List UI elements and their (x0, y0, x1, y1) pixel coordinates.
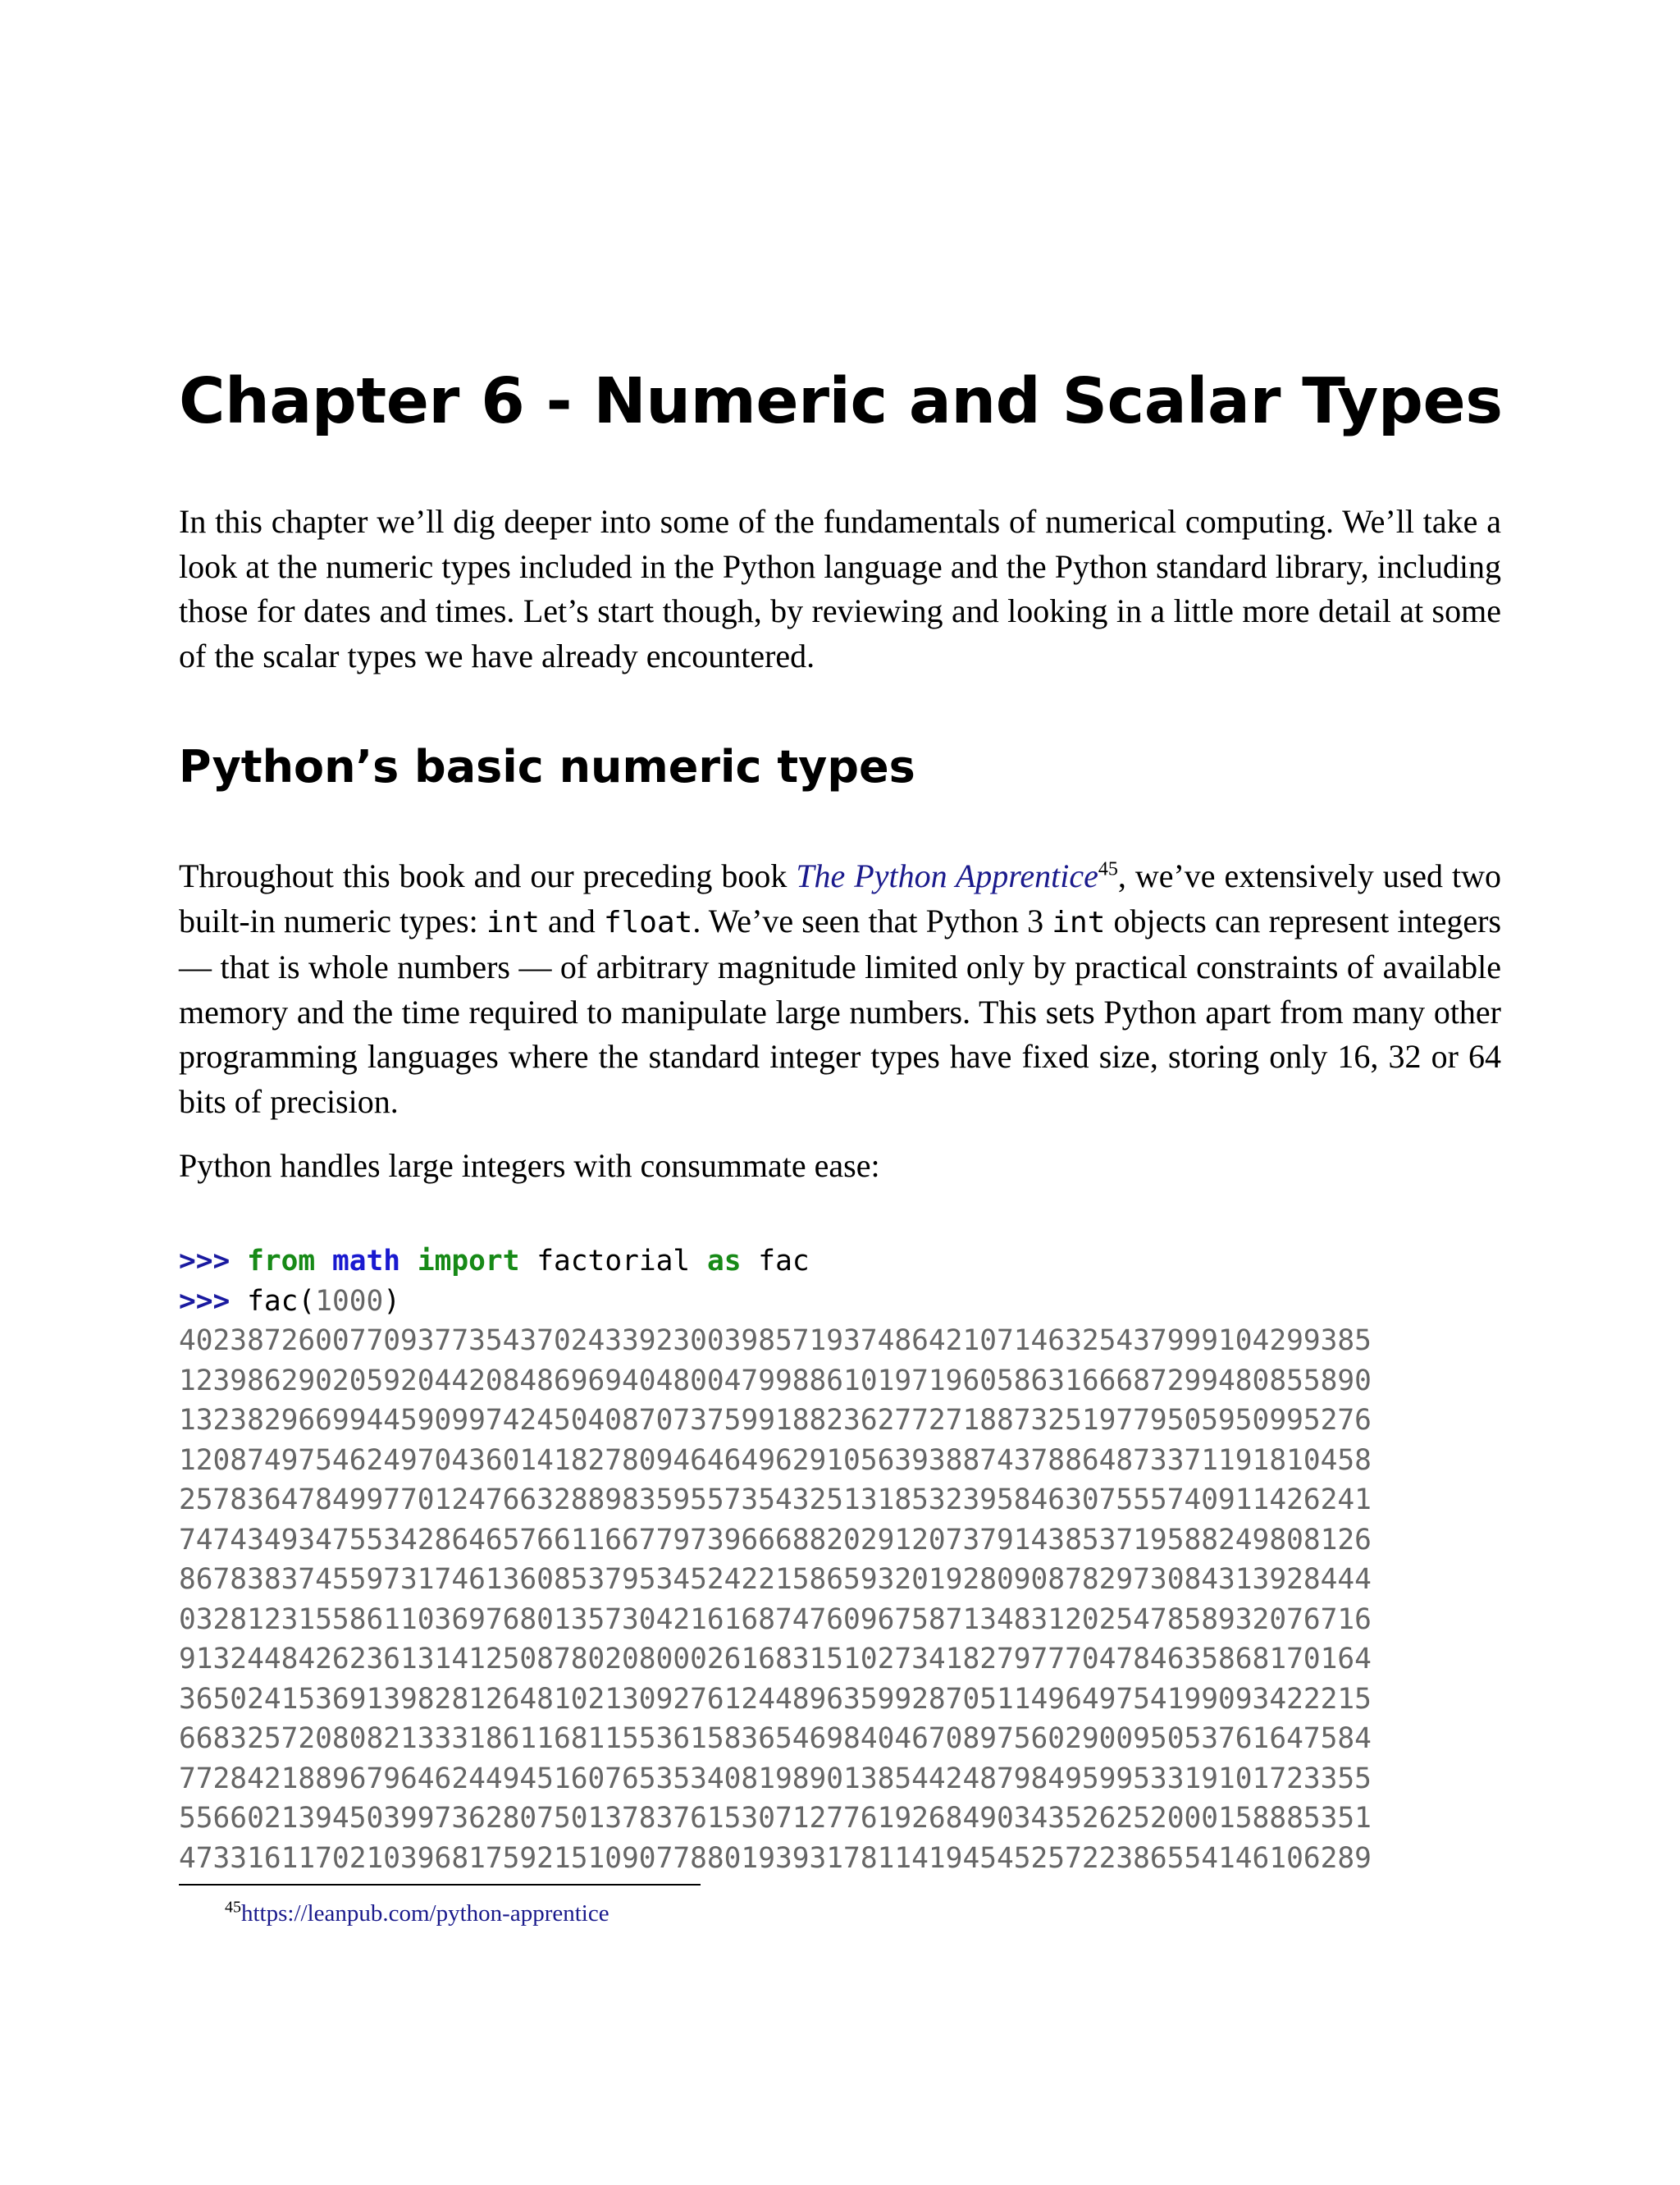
output-line: 1323829669944590997424504087073759918823627727188732519779505950995276 (179, 1404, 1372, 1437)
output-line: 2578364784997701247663288983595573543251318532395846307555740911426241 (179, 1483, 1372, 1516)
footnote (225, 1897, 609, 1930)
footnote-number: 45 (225, 1898, 241, 1917)
body-text-rest: objects can represent integers — that is whole numbers — of arbitrary magnitude limited only by practical constraints of available memory and the time required to manipulate large numbers. This sets Python apart from many other programming languages where the standard integer types have fixed size, storing only 16, 32 or 64 bits of precision. (179, 902, 1502, 1120)
inline-code-int-2: int (1052, 905, 1106, 939)
keyword-import: import (417, 1245, 520, 1278)
python-apprentice-link[interactable]: The Python Apprentice (796, 857, 1098, 894)
output-line: 3650241536913982812648102130927612448963599287051149649754199093422215 (179, 1682, 1372, 1716)
section-title: Python’s basic numeric types (179, 741, 915, 793)
footnote-url-link[interactable]: https://leanpub.com/python-apprentice (241, 1900, 609, 1927)
output-line: 0328123155861103697680135730421616874760967587134831202547858932076716 (179, 1602, 1372, 1636)
footnote-ref[interactable]: 45 (1098, 858, 1118, 880)
inline-code-float: float (603, 905, 693, 939)
intro-paragraph: In this chapter we’ll dig deeper into some of the fundamentals of numerical computing. We’ll take a look at the numeric types included in the Python language and the Python standard library, including those for dates and times. Let’s start though, by reviewing and looking in a little more detail at some of the scalar types we have already encountered. (179, 503, 1501, 674)
call-expression: fac( (247, 1284, 316, 1318)
output-line: 1239862902059204420848696940480047998861019719605863166687299480855890 (179, 1364, 1372, 1397)
footnote-divider (179, 1884, 701, 1886)
body-paragraph-types (179, 854, 1501, 1124)
chapter-title: Chapter 6 - Numeric and Scalar Types (179, 365, 1503, 438)
call-argument: 1000 (315, 1284, 384, 1318)
alias-name: fac (758, 1245, 810, 1278)
repl-prompt: >>> (179, 1245, 231, 1278)
code-listing (179, 1241, 1372, 1878)
body-text-after-link: , we’ve extensively used two built-in numeric types: (179, 857, 1501, 939)
keyword-from: from (247, 1245, 316, 1278)
output-line: 4733161170210396817592151090778801939317811419454525722386554146106289 (179, 1841, 1372, 1875)
body-text-and: and (539, 902, 604, 939)
body-paragraph-large-integers: Python handles large integers with consummate ease: (179, 1147, 880, 1184)
output-line: 4023872600770937735437024339230039857193748642107146325437999104299385 (179, 1324, 1372, 1357)
output-line: 7474349347553428646576611667797396668820291207379143853719588249808126 (179, 1523, 1372, 1556)
keyword-as: as (706, 1245, 742, 1278)
code-line-call (179, 1282, 1372, 1322)
imported-name: factorial (536, 1245, 691, 1278)
output-line: 1208749754624970436014182780946464962910563938874378864873371191810458 (179, 1443, 1372, 1477)
module-name: math (331, 1245, 401, 1278)
output-line: 9132448426236131412508780208000261683151027341827977704784635868170164 (179, 1643, 1372, 1675)
body-text-before-link: Throughout this book and our preceding book (179, 857, 797, 894)
output-line: 8678383745597317461360853795345242215865932019280908782973084313928444 (179, 1563, 1372, 1596)
call-close-paren: ) (383, 1284, 401, 1318)
code-line-import (179, 1241, 1372, 1282)
output-line: 7728421889679646244945160765353408198901385442487984959953319101723355 (179, 1762, 1372, 1795)
body-text-seen: . We’ve seen that Python 3 (692, 902, 1052, 939)
repl-prompt: >>> (179, 1284, 231, 1318)
inline-code-int: int (486, 905, 540, 939)
output-line: 5566021394503997362807501378376153071277619268490343526252000158885351 (179, 1802, 1372, 1835)
output-line: 6683257208082133318611681155361583654698404670897560290095053761647584 (179, 1722, 1372, 1755)
